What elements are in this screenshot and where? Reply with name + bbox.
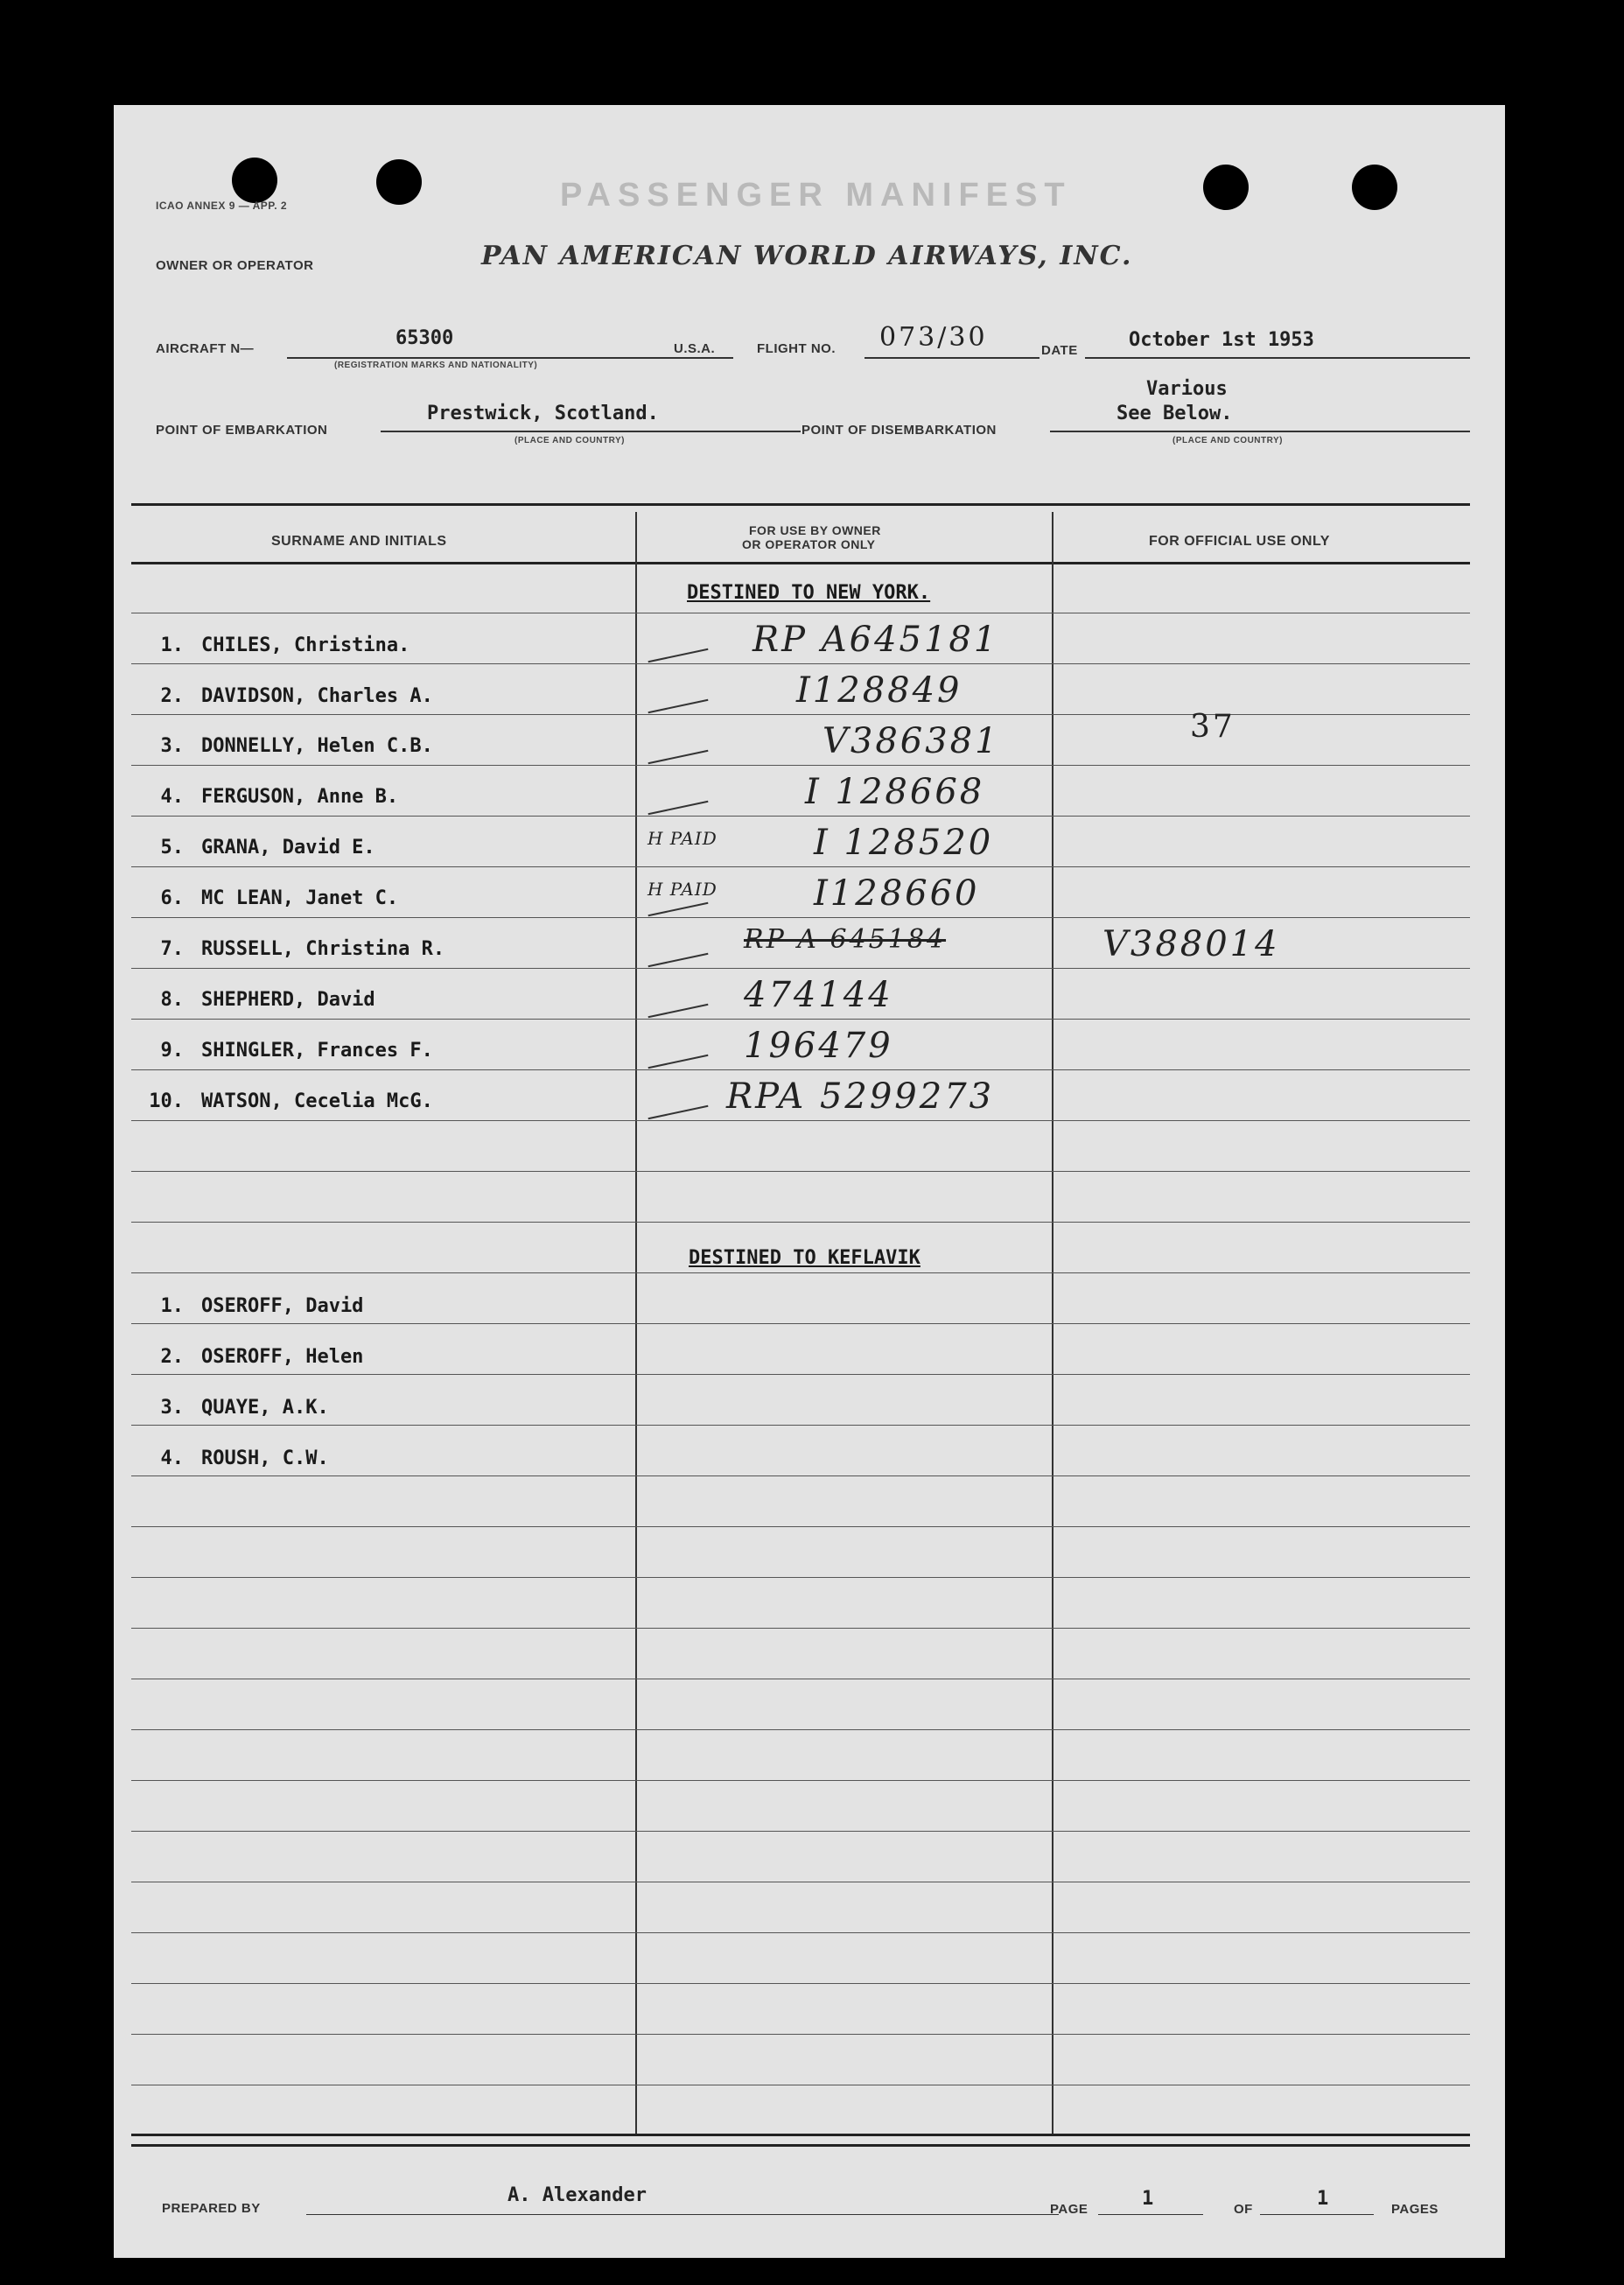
table-row: 6. MC LEAN, Janet C. xyxy=(160,887,399,909)
table-row: 9. SHINGLER, Frances F. xyxy=(160,1040,433,1062)
document-number: I128849 xyxy=(796,670,962,711)
embarkation-label: POINT OF EMBARKATION xyxy=(156,423,328,438)
flight-value: 073/30 xyxy=(879,322,988,353)
table-row: 4. ROUSH, C.W. xyxy=(160,1447,329,1469)
ruling-line xyxy=(131,1729,1470,1730)
embarkation-caption: (PLACE AND COUNTRY) xyxy=(514,436,625,445)
document-number: I 128668 xyxy=(805,772,985,812)
document-number: V386381 xyxy=(822,721,1000,761)
owner-label: OWNER OR OPERATOR xyxy=(156,258,314,273)
ruling-line xyxy=(131,1272,1470,1273)
table-row: 1. CHILES, Christina. xyxy=(160,634,410,656)
manifest-sheet xyxy=(114,105,1505,2258)
of-label: OF xyxy=(1234,2202,1253,2217)
company-name: PAN AMERICAN WORLD AIRWAYS, INC. xyxy=(481,241,1133,271)
date-value: October 1st 1953 xyxy=(1129,329,1314,351)
section-title-keflavik: DESTINED TO KEFLAVIK xyxy=(689,1247,920,1269)
column-header-owner-line1: FOR USE BY OWNER xyxy=(749,523,881,537)
punch-hole xyxy=(1352,165,1397,210)
prepared-by-value: A. Alexander xyxy=(508,2184,647,2206)
table-row: 4. FERGUSON, Anne B. xyxy=(160,786,399,808)
ruling-line xyxy=(131,1171,1470,1172)
embarkation-value: Prestwick, Scotland. xyxy=(427,403,659,424)
table-row: 5. GRANA, David E. xyxy=(160,837,375,859)
registration-caption: (REGISTRATION MARKS AND NATIONALITY) xyxy=(334,361,538,370)
document-number: RPA 5299273 xyxy=(726,1076,995,1117)
payment-note: H PAID xyxy=(648,879,718,900)
date-label: DATE xyxy=(1041,343,1078,358)
section-title-new-york: DESTINED TO NEW YORK. xyxy=(687,582,931,604)
of-value: 1 xyxy=(1317,2188,1329,2210)
column-header-surname: SURNAME AND INITIALS xyxy=(271,534,447,549)
disembarkation-label: POINT OF DISEMBARKATION xyxy=(802,423,997,438)
punch-hole xyxy=(376,159,422,205)
ruling-line xyxy=(131,1831,1470,1832)
usa-label: U.S.A. xyxy=(674,341,716,356)
document-number: I128660 xyxy=(814,873,980,914)
ruling-line xyxy=(131,1628,1470,1629)
pages-label: PAGES xyxy=(1391,2202,1438,2217)
document-number: I 128520 xyxy=(814,823,994,863)
document-number: 474144 xyxy=(744,975,893,1015)
table-row: 8. SHEPHERD, David xyxy=(160,989,375,1011)
table-row: 10. WATSON, Cecelia McG. xyxy=(149,1090,433,1112)
ruling-line xyxy=(131,1577,1470,1578)
aircraft-value: 65300 xyxy=(396,327,454,349)
document-number-struck: RP A 645184 xyxy=(744,924,947,955)
ruling-line xyxy=(131,1222,1470,1223)
ruling-line xyxy=(131,2034,1470,2035)
official-note: 37 xyxy=(1190,709,1236,745)
document-number: RP A645181 xyxy=(752,620,999,660)
ruling-line xyxy=(131,1932,1470,1933)
document-number: 196479 xyxy=(744,1026,893,1066)
table-row: 1. OSEROFF, David xyxy=(160,1295,364,1317)
table-row: 2. OSEROFF, Helen xyxy=(160,1346,364,1368)
disembarkation-caption: (PLACE AND COUNTRY) xyxy=(1172,436,1283,445)
page-label: PAGE xyxy=(1050,2202,1088,2217)
official-note: V388014 xyxy=(1102,924,1280,964)
table-row: 3. QUAYE, A.K. xyxy=(160,1397,329,1419)
table-row: 3. DONNELLY, Helen C.B. xyxy=(160,735,433,757)
disembarkation-value-2: See Below. xyxy=(1116,403,1233,424)
page-value: 1 xyxy=(1142,2188,1154,2210)
flight-label: FLIGHT NO. xyxy=(757,341,836,356)
punch-hole xyxy=(232,158,277,203)
form-title: PASSENGER MANIFEST xyxy=(560,177,1072,214)
ruling-line xyxy=(131,1983,1470,1984)
table-row: 2. DAVIDSON, Charles A. xyxy=(160,685,433,707)
aircraft-label: AIRCRAFT N— xyxy=(156,341,255,356)
ruling-line xyxy=(131,1780,1470,1781)
form-reference: ICAO ANNEX 9 — APP. 2 xyxy=(156,200,288,212)
payment-note: H PAID xyxy=(648,828,718,849)
ruling-line xyxy=(131,1526,1470,1527)
column-header-official: FOR OFFICIAL USE ONLY xyxy=(1149,534,1330,549)
table-row: 7. RUSSELL, Christina R. xyxy=(160,938,445,960)
punch-hole xyxy=(1203,165,1249,210)
disembarkation-value-1: Various xyxy=(1146,378,1228,400)
prepared-by-label: PREPARED BY xyxy=(162,2201,261,2216)
column-header-owner-line2: OR OPERATOR ONLY xyxy=(742,537,876,551)
